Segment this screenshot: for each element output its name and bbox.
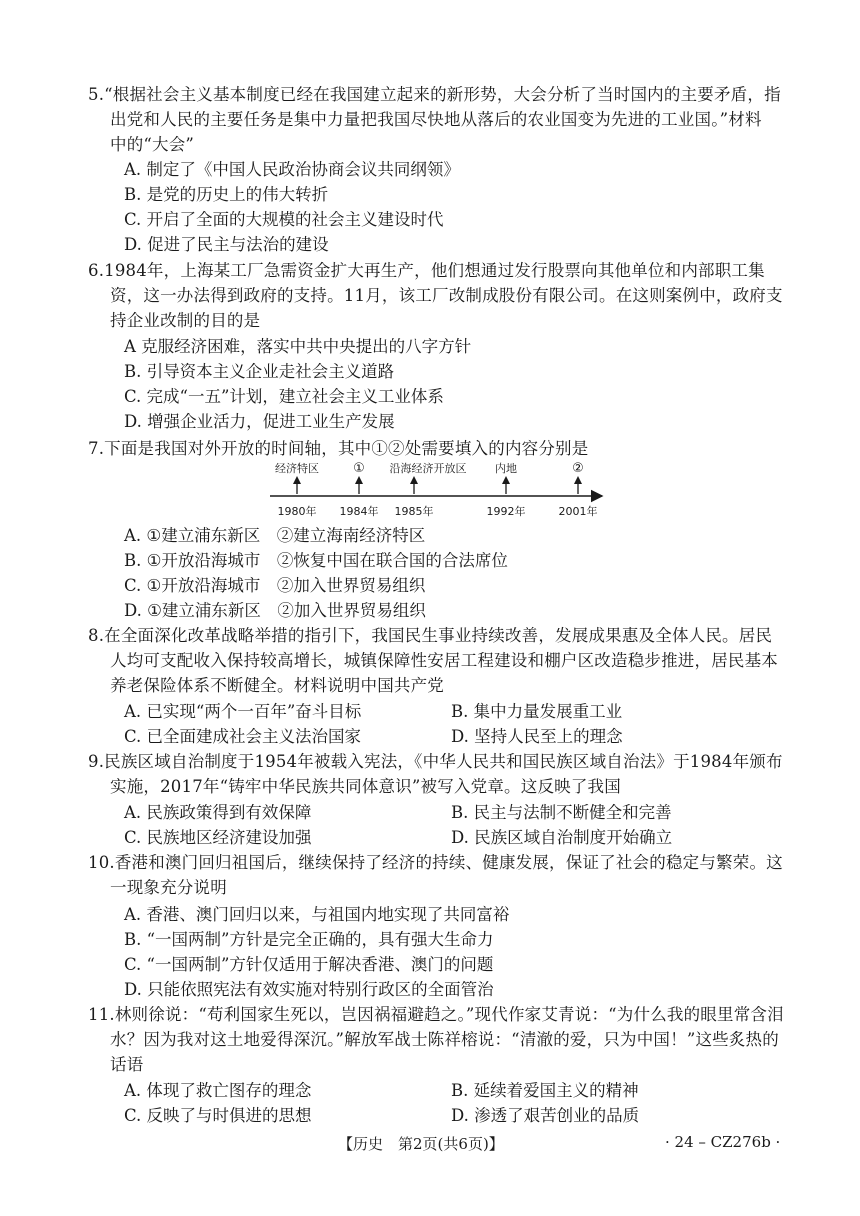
- question-10-option-b: B. “一国两制”方针是完全正确的，具有强大生命力: [124, 930, 494, 949]
- timeline-year-1984: 1984年: [339, 505, 379, 518]
- question-11-option-d: D. 渗透了艰苦创业的品质: [451, 1106, 640, 1125]
- timeline-marker-1992: [502, 476, 510, 494]
- question-5-line-3: 中的“大会”: [110, 135, 195, 154]
- question-9-line-2: 实施，2017年“铸牢中华民族共同体意识”被写入党章。这反映了我国: [110, 777, 621, 796]
- question-5-option-a: A. 制定了《中国人民政治协商会议共同纲领》: [124, 160, 460, 179]
- question-8-line-3: 养老保险体系不断健全。材料说明中国共产党: [110, 676, 444, 695]
- timeline-marker-2001: [574, 476, 582, 494]
- question-6-option-d: D. 增强企业活力，促进工业生产发展: [124, 412, 395, 431]
- question-9: [88, 749, 788, 799]
- question-7: [88, 436, 788, 461]
- question-6: [88, 258, 788, 333]
- timeline-event-inland: 内地: [495, 462, 517, 475]
- question-7-option-d: D. ①建立浦东新区 ②加入世界贸易组织: [124, 601, 426, 620]
- question-10-option-d: D. 只能依照宪法有效实施对特别行政区的全面管治: [124, 980, 494, 999]
- timeline-year-1992: 1992年: [486, 505, 526, 518]
- question-11-line-3: 话语: [110, 1055, 144, 1074]
- question-9-option-d: D. 民族区域自治制度开始确立: [451, 828, 673, 847]
- question-11-option-c: C. 反映了与时俱进的思想: [124, 1106, 312, 1125]
- timeline-marker-1985: [410, 476, 418, 494]
- timeline-year-2001: 2001年: [558, 505, 598, 518]
- question-10: [88, 850, 788, 900]
- timeline-event-special-zones: 经济特区: [275, 462, 319, 475]
- question-6-line-3: 持企业改制的目的是: [110, 311, 261, 330]
- question-8-option-b: B. 集中力量发展重工业: [451, 702, 623, 721]
- question-7-option-b: B. ①开放沿海城市 ②恢复中国在联合国的合法席位: [124, 551, 508, 570]
- question-7-line-1: 7.下面是我国对外开放的时间轴，其中①②处需要填入的内容分别是: [88, 439, 589, 458]
- timeline-marker-1984: [355, 476, 363, 494]
- question-10-line-2: 一现象充分说明: [110, 878, 227, 897]
- question-8-option-c: C. 已全面建成社会主义法治国家: [124, 727, 362, 746]
- question-10-line-1: 10.香港和澳门回归祖国后，继续保持了经济的持续、健康发展，保证了社会的稳定与繁荣。这: [88, 853, 783, 872]
- question-10-option-a: A. 香港、澳门回归以来，与祖国内地实现了共同富裕: [124, 905, 510, 924]
- question-11: [88, 1002, 788, 1077]
- question-8-option-d: D. 坚持人民至上的理念: [451, 727, 623, 746]
- timeline-diagram: [262, 460, 607, 522]
- question-7-option-a: A. ①建立浦东新区 ②建立海南经济特区: [124, 526, 426, 545]
- question-8-line-1: 8.在全面深化改革战略举措的指引下，我国民生事业持续改善，发展成果惠及全体人民。居民: [88, 626, 773, 645]
- question-5-option-d: D. 促进了民主与法治的建设: [124, 235, 329, 254]
- question-11-line-1: 11.林则徐说：“苟利国家生死以，岂因祸福避趋之。”现代作家艾青说：“为什么我的眼里常含泪: [88, 1005, 784, 1024]
- page-number-footer: 【历史 第2页(共6页)】: [338, 1135, 504, 1153]
- question-8-line-2: 人均可支配收入保持较高增长，城镇保障性安居工程建设和棚户区改造稳步推进，居民基本: [110, 651, 778, 670]
- question-6-option-b: B. 引导资本主义企业走社会主义道路: [124, 362, 395, 381]
- timeline-year-1985: 1985年: [394, 505, 434, 518]
- question-5-option-b: B. 是党的历史上的伟大转折: [124, 185, 329, 204]
- question-9-option-a: A. 民族政策得到有效保障: [124, 803, 312, 822]
- question-6-line-2: 资，这一办法得到政府的支持。11月，该工厂改制成股份有限公司。在这则案例中，政府支: [110, 286, 783, 305]
- question-11-option-a: A. 体现了救亡图存的理念: [124, 1081, 312, 1100]
- question-5: [88, 82, 788, 157]
- question-6-option-a: A 克服经济困难，落实中共中央提出的八字方针: [124, 337, 472, 356]
- question-11-line-2: 水？因为我对这土地爱得深沉。”解放军战士陈祥榕说：“清澈的爱，只为中国！”这些炙热的: [110, 1030, 779, 1049]
- question-8-option-a: A. 已实现“两个一百年”奋斗目标: [124, 702, 362, 721]
- timeline-year-1980: 1980年: [277, 505, 317, 518]
- question-5-line-2: 出党和人民的主要任务是集中力量把我国尽快地从落后的农业国变为先进的工业国。”材料: [110, 110, 762, 129]
- question-6-option-c: C. 完成“一五”计划，建立社会主义工业体系: [124, 387, 444, 406]
- question-5-option-c: C. 开启了全面的大规模的社会主义建设时代: [124, 210, 444, 229]
- question-10-option-c: C. “一国两制”方针仅适用于解决香港、澳门的问题: [124, 955, 494, 974]
- question-9-option-c: C. 民族地区经济建设加强: [124, 828, 312, 847]
- question-6-line-1: 6.1984年，上海某工厂急需资金扩大再生产，他们想通过发行股票向其他单位和内部职工集: [88, 261, 765, 280]
- question-9-line-1: 9.民族区域自治制度于1954年被载入宪法，《中华人民共和国民族区域自治法》于1984年颁布: [88, 752, 783, 771]
- timeline-event-blank-2: ②: [572, 461, 584, 476]
- question-9-option-b: B. 民主与法制不断健全和完善: [451, 803, 672, 822]
- exam-code-footer: · 24 – CZ276b ·: [665, 1133, 781, 1151]
- timeline-event-coastal-zones: 沿海经济开放区: [389, 462, 467, 475]
- timeline-event-blank-1: ①: [353, 461, 365, 476]
- question-7-option-c: C. ①开放沿海城市 ②加入世界贸易组织: [124, 576, 426, 595]
- timeline-marker-1980: [293, 476, 301, 494]
- question-11-option-b: B. 延续着爱国主义的精神: [451, 1081, 639, 1100]
- question-8: [88, 623, 788, 698]
- question-5-line-1: 5.“根据社会主义基本制度已经在我国建立起来的新形势，大会分析了当时国内的主要矛盾，指: [88, 85, 781, 104]
